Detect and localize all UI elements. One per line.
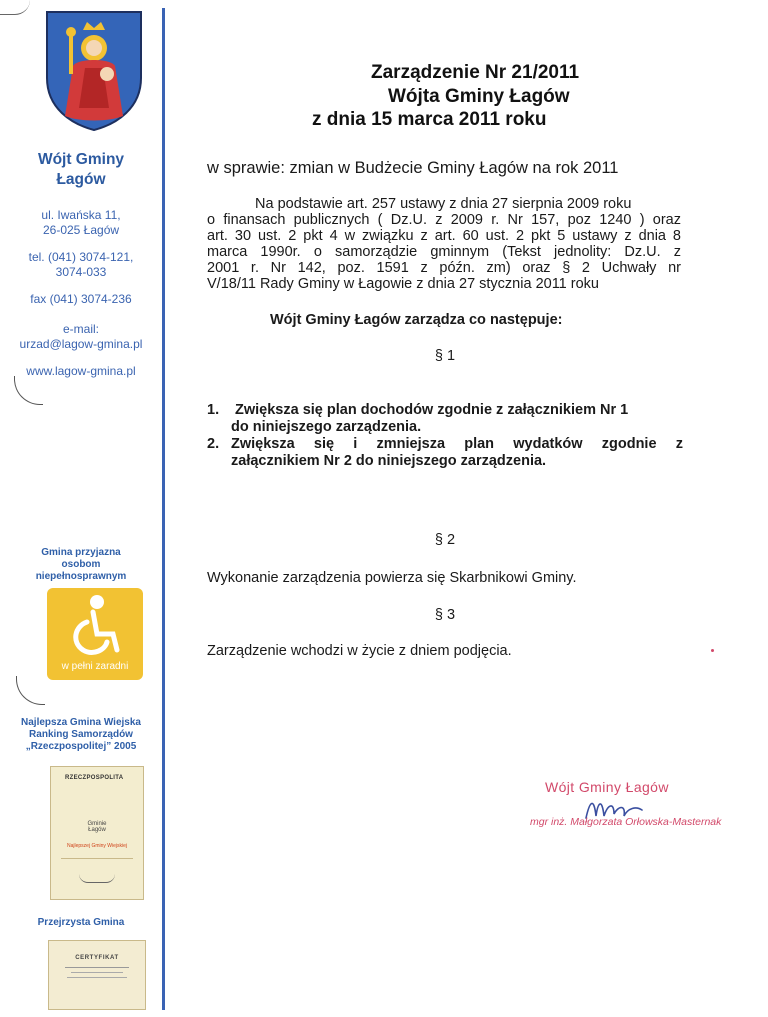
section-1-list [207, 402, 683, 470]
list-item-line1: Zwiększa się plan dochodów zgodnie z załącznikiem Nr 1 [235, 402, 629, 418]
website-link[interactable]: www.lagow-gmina.pl [26, 364, 136, 378]
document-subject: w sprawie: zmian w Budżecie Gminy Łagów na rok 2011 [207, 159, 619, 177]
badge2-doc-header: RZECZPOSPOLITA [65, 775, 124, 781]
list-item-line1: Zwiększa się i zmniejsza plan wydatków zgodnie z [231, 436, 683, 452]
badge3-title: Przejrzysta Gmina [37, 917, 125, 928]
address-line1: ul. Iwańska 11, [41, 208, 121, 222]
email [0, 322, 162, 352]
intro-line: Na podstawie art. 257 ustawy z dnia 27 sierpnia 2009 roku [255, 196, 632, 212]
ranking-certificate-image [50, 766, 144, 900]
email-link[interactable]: urzad@lagow-gmina.pl [19, 337, 143, 351]
list-item [207, 436, 683, 470]
list-item-line2: do niniejszego zarządzenia. [231, 419, 422, 435]
address-line2: 26-025 Łagów [42, 223, 120, 237]
intro-line: V/18/11 Rady Gminy w Łagowie z dnia 27 stycznia 2011 roku [207, 276, 599, 292]
wheelchair-icon [47, 588, 143, 658]
section-1-heading: § 1 [434, 348, 456, 364]
tel-line2: 3074-033 [55, 265, 107, 279]
fax [0, 292, 162, 307]
badge2-title: Najlepsza Gmina Wiejska Ranking Samorządów „Rzeczpospolitej” 2005 [21, 717, 141, 752]
intro-line: art. 30 ust. 2 pkt 4 w związku z art. 60 ust. 2 pkt 5 ustawy z dnia 8 [207, 228, 681, 244]
coat-of-arms-logo [43, 8, 145, 132]
list-item-number: 2. [207, 436, 220, 452]
section-2-text: Wykonanie zarządzenia powierza się Skarbnikowi Gminy. [207, 570, 577, 586]
accessibility-badge [47, 588, 143, 680]
document-date: z dnia 15 marca 2011 roku [312, 109, 547, 130]
document-issuer: Wójta Gminy Łagów [388, 86, 570, 107]
signature-stamp-name: mgr inż. Małgorzata Orłowska-Masternak [530, 816, 722, 828]
intro-line: marca 1990r. o samorządzie gminnym (Tekst jednolity: Dz.U. z [207, 244, 681, 260]
fax-text: fax (041) 3074-236 [30, 292, 132, 306]
org-name [0, 150, 162, 190]
sidebar-divider [162, 8, 165, 1010]
signature-stamp-title: Wójt Gminy Łagów [545, 779, 669, 795]
legal-basis-paragraph [207, 196, 681, 292]
tel-line1: tel. (041) 3074-121, [28, 250, 134, 264]
list-item-line2: załącznikiem Nr 2 do niniejszego zarządzenia. [231, 453, 547, 469]
enacting-clause: Wójt Gminy Łagów zarządza co następuje: [270, 312, 563, 328]
badge2-doc-line2: Łagów [88, 827, 106, 833]
hole-mark-top [14, 376, 43, 405]
address [0, 208, 162, 238]
badge2-doc-highlight: Najlepszej Gminy Wiejskiej [66, 843, 127, 849]
list-item [207, 402, 683, 436]
org-name-text: Wójt Gminy Łagów [37, 151, 125, 188]
section-3-text: Zarządzenie wchodzi w życie z dniem podjęcia. [207, 643, 512, 659]
badge1-title: Gmina przyjazna osobom niepełnosprawnym [35, 547, 127, 582]
badge1-caption: w pełni zaradni [61, 661, 129, 672]
intro-line: 2001 r. Nr 142, poz. 1591 z późn. zm) oraz § 2 Uchwały nr [207, 260, 681, 276]
document-title: Zarządzenie Nr 21/2011 [371, 62, 580, 83]
intro-line: o finansach publicznych ( Dz.U. z 2009 r. Nr 157, poz 1240 ) oraz [207, 212, 681, 228]
hole-mark-bottom [16, 676, 45, 705]
section-2-heading: § 2 [434, 532, 456, 548]
transparent-gmina-certificate-image [48, 940, 146, 1010]
telephone [0, 250, 162, 280]
hole-mark-corner [0, 0, 30, 15]
email-label: e-mail: [62, 322, 99, 336]
list-item-number: 1. [207, 402, 220, 418]
badge3-doc-header: CERTYFIKAT [75, 955, 119, 961]
red-mark [711, 649, 714, 652]
badge2-doc-line1: Gminie [87, 821, 107, 827]
section-3-heading: § 3 [434, 607, 456, 623]
